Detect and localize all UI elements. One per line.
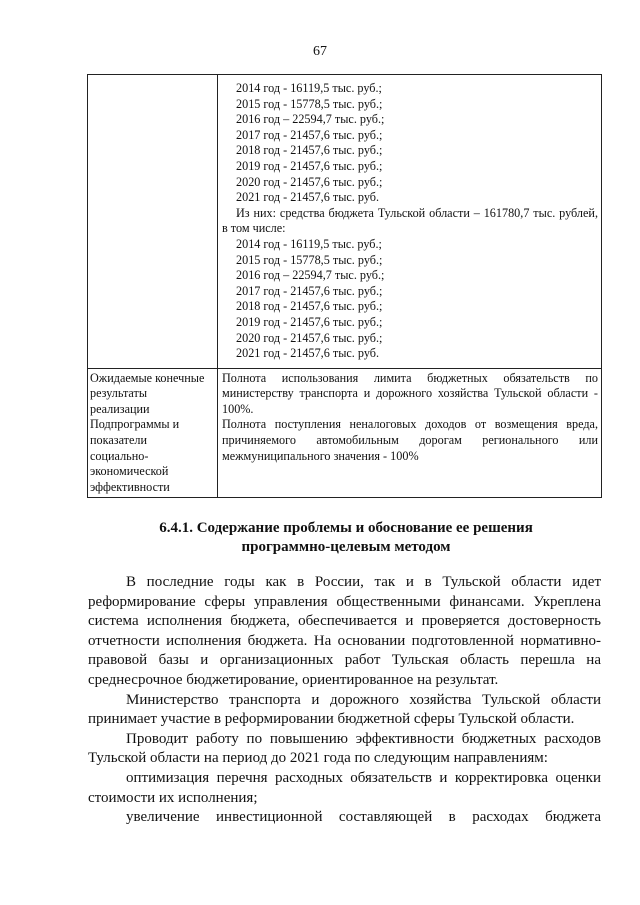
regional-year-line: 2019 год - 21457,6 тыс. руб.;: [236, 314, 383, 329]
section-title-line1: 6.4.1. Содержание проблемы и обоснование ее решения: [159, 520, 533, 536]
section-title: [90, 519, 602, 557]
funding-year-line: 2019 год - 21457,6 тыс. руб.;: [236, 158, 383, 173]
body-paragraph: Министерство транспорта и дорожного хозяйства Тульской области принимает участие в реформировании бюджетной сферы Тульской области.: [88, 691, 601, 728]
body-paragraph: увеличение инвестиционной составляющей в расходах бюджета: [126, 809, 601, 826]
table-row-results: [88, 368, 601, 498]
regional-year-line: 2021 год - 21457,6 тыс. руб.: [236, 346, 379, 361]
table-cell-funding: [218, 75, 601, 368]
regional-year-line: 2015 год - 15778,5 тыс. руб.;: [236, 252, 383, 267]
results-label-line: результаты: [90, 386, 148, 401]
funding-year-line: 2021 год - 21457,6 тыс. руб.: [236, 190, 379, 205]
section-body: [88, 573, 601, 828]
expected-result-1: Полнота использования лимита бюджетных обязательств по министерству транспорта и дорожного хозяйства Тульской области - 100%.: [222, 370, 598, 416]
funding-year-line: 2015 год - 15778,5 тыс. руб.;: [236, 96, 383, 111]
program-table: [87, 74, 602, 498]
table-cell-results-label: [88, 369, 218, 498]
results-label-line: показатели: [90, 433, 148, 448]
body-paragraph: оптимизация перечня расходных обязательств и корректировка оценки стоимости их исполнения;: [88, 769, 601, 806]
regional-budget-intro: Из них: средства бюджета Тульской области – 161780,7 тыс. рублей, в том числе:: [222, 205, 598, 236]
regional-year-line: 2014 год - 16119,5 тыс. руб.;: [236, 236, 382, 251]
regional-year-line: 2018 год - 21457,6 тыс. руб.;: [236, 299, 383, 314]
table-cell-empty: [88, 75, 218, 368]
results-label-line: реализации: [90, 401, 150, 416]
regional-year-line: 2017 год - 21457,6 тыс. руб.;: [236, 283, 383, 298]
table-cell-results: [218, 369, 601, 498]
regional-year-line: 2016 год – 22594,7 тыс. руб.;: [236, 268, 385, 283]
funding-year-line: 2020 год - 21457,6 тыс. руб.;: [236, 174, 383, 189]
results-label-line: Подпрограммы и: [90, 417, 180, 432]
page-number: 67: [313, 44, 327, 59]
regional-year-line: 2020 год - 21457,6 тыс. руб.;: [236, 330, 383, 345]
results-label-line: экономической: [90, 464, 169, 479]
funding-year-line: 2018 год - 21457,6 тыс. руб.;: [236, 143, 383, 158]
expected-result-2: Полнота поступления неналоговых доходов от возмещения вреда, причиняемого автомобильным дорогам регионального или межмуниципального значения - 100%: [222, 417, 598, 463]
funding-year-line: 2017 год - 21457,6 тыс. руб.;: [236, 127, 383, 142]
body-paragraph: В последние годы как в России, так и в Тульской области идет реформирование сферы управления общественными финансами. Укреплена система исполнения бюджета, обеспечивается и проверяется достоверность отчетности исполнения бюджета. На основании подготовленной нормативно-правовой базы и организационных работ Тульская область перешла на среднесрочное бюджетирование, ориентированное на результат.: [88, 574, 601, 688]
results-label-line: социально-: [90, 448, 149, 463]
section-title-line2: программно-целевым методом: [241, 539, 451, 555]
funding-year-line: 2016 год – 22594,7 тыс. руб.;: [236, 112, 385, 127]
table-row-funding: [88, 75, 601, 368]
funding-year-line: 2014 год - 16119,5 тыс. руб.;: [236, 81, 382, 95]
results-label-line: Ожидаемые конечные: [90, 370, 205, 385]
body-paragraph: Проводит работу по повышению эффективности бюджетных расходов Тульской области на период до 2021 года по следующим направлениям:: [88, 730, 601, 767]
results-label-line: эффективности: [90, 479, 170, 494]
